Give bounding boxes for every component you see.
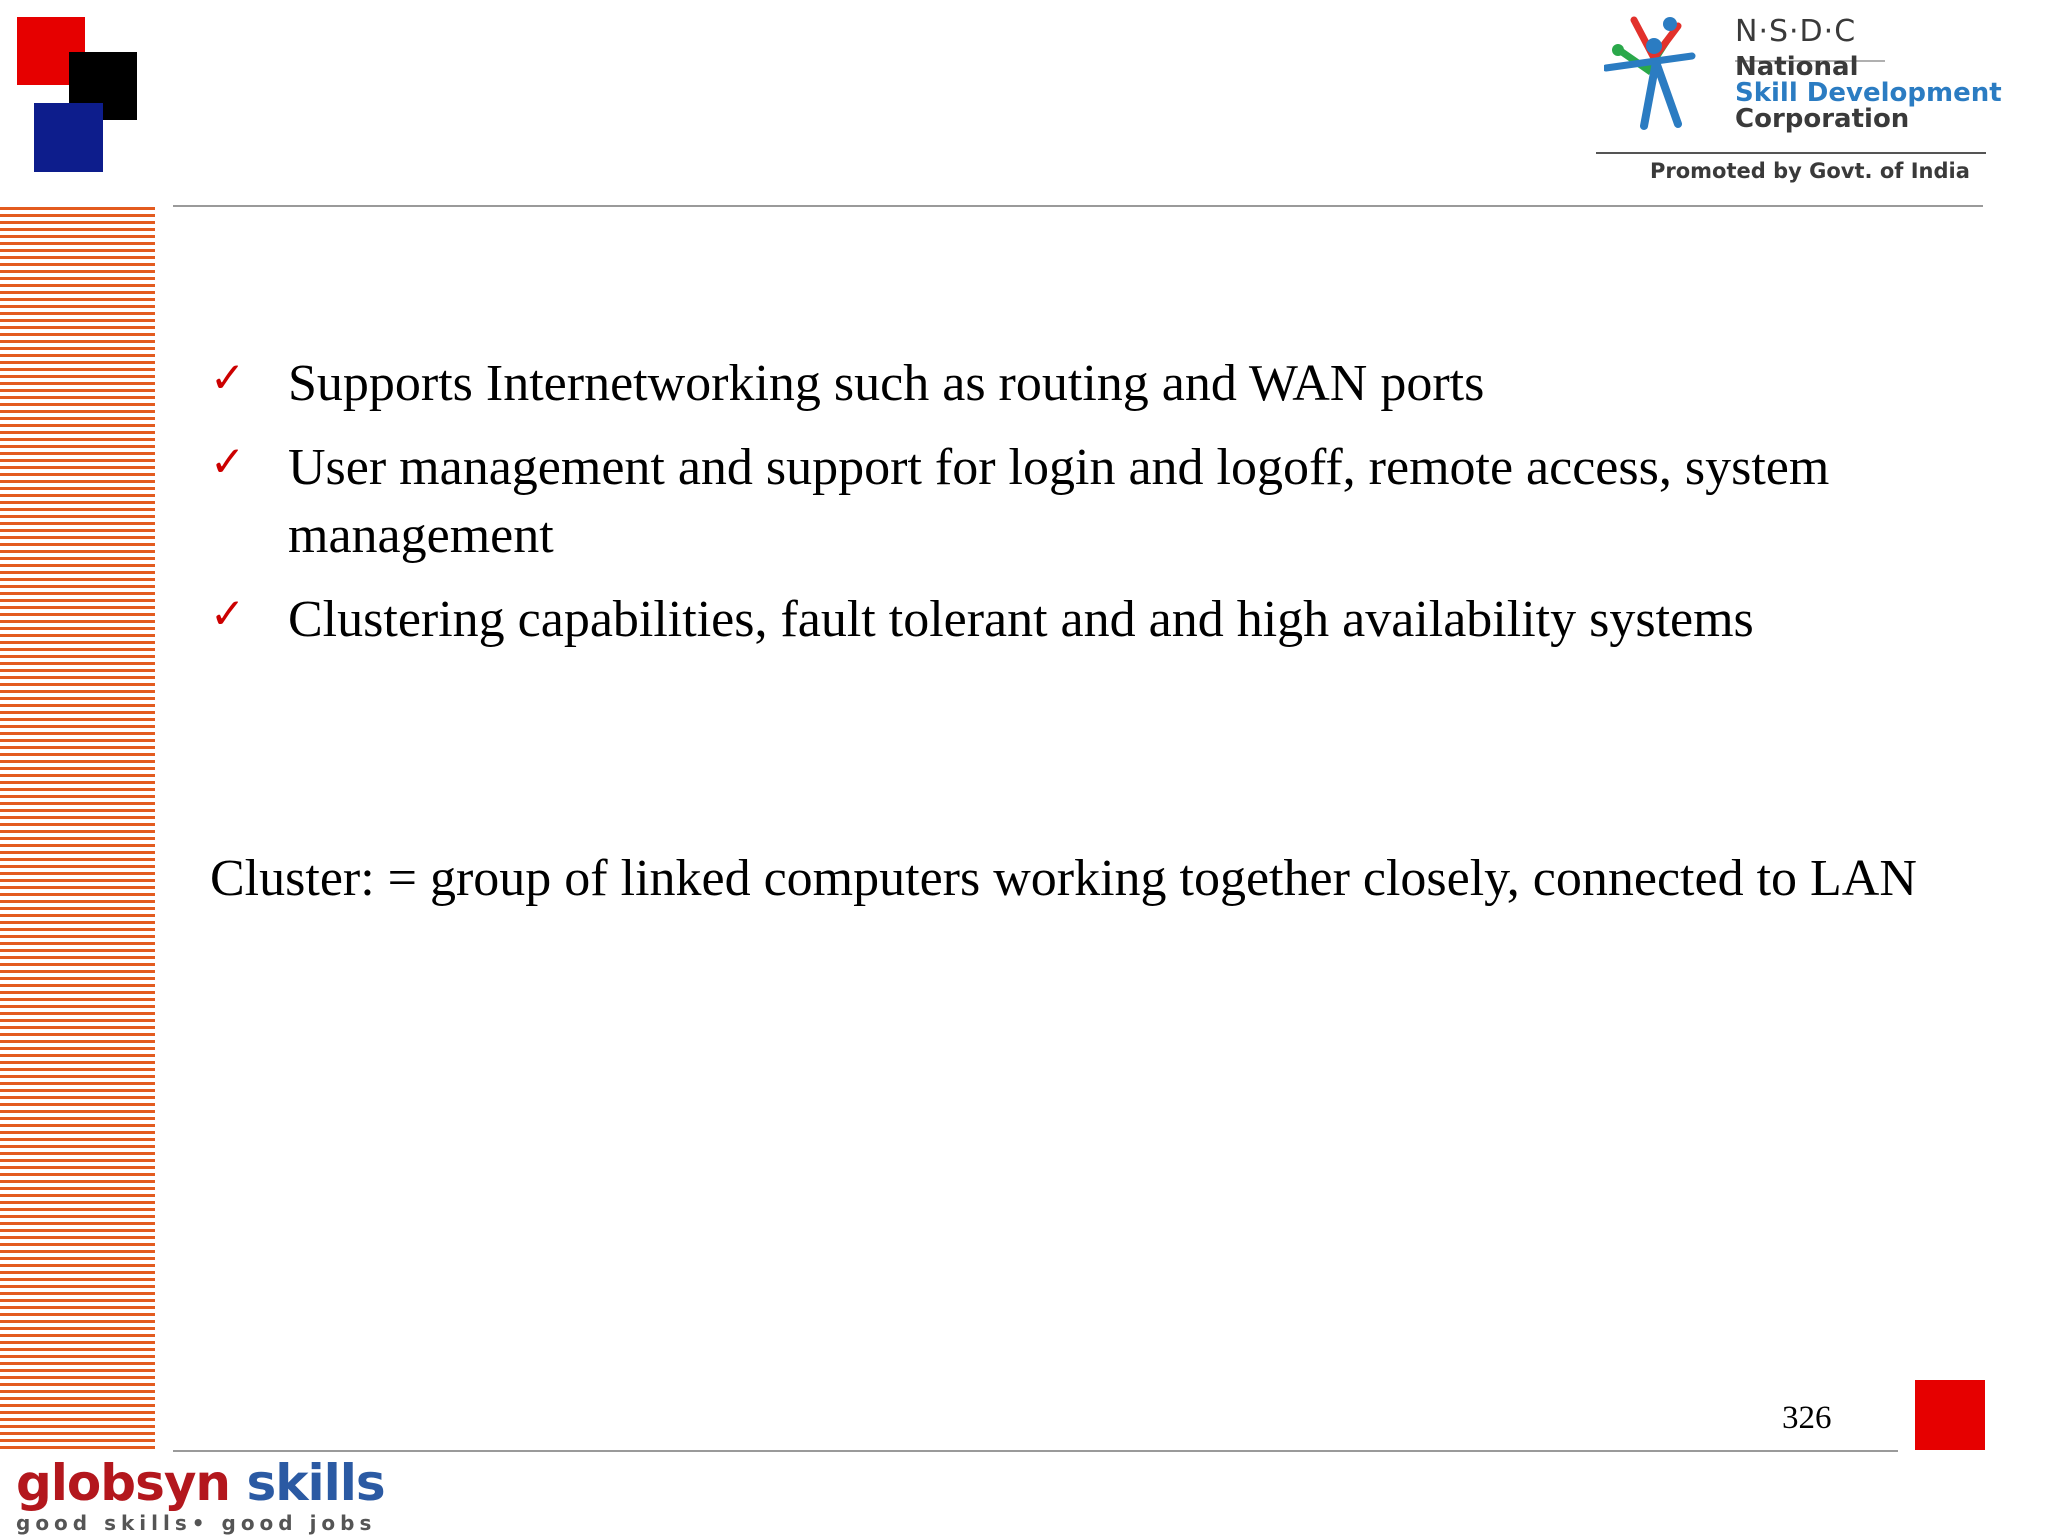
nsdc-logo: [1592, 12, 2002, 190]
globsyn-tagline: good skills• good jobs: [16, 1511, 377, 1535]
checkmark-icon: ✓: [210, 437, 246, 486]
bullet-list: [210, 350, 1970, 654]
bullet-text: User management and support for login and logoff, remote access, system management: [288, 439, 1830, 564]
nsdc-abbreviation: N·S·D·C: [1735, 14, 1857, 49]
nsdc-divider: [1596, 152, 1986, 154]
bullet-text: Clustering capabilities, fault tolerant and and high availability systems: [288, 591, 1754, 648]
decor-square-corner: [1915, 1380, 1985, 1450]
decor-stripe-band: [0, 207, 155, 1452]
nsdc-people-icon: [1604, 12, 1704, 137]
nsdc-tagline: Promoted by Govt. of India: [1650, 159, 1970, 183]
nsdc-line-skill-development: Skill Development: [1735, 78, 2002, 108]
decor-square-blue: [34, 103, 103, 172]
cluster-definition: Cluster: = group of linked computers working together closely, connected to LAN: [210, 850, 1917, 907]
nsdc-line-corporation: Corporation: [1735, 104, 1910, 134]
skills-word: skills: [246, 1454, 385, 1512]
slide-content: [210, 350, 1970, 670]
page-number: 326: [1782, 1400, 1832, 1436]
globsyn-word: globsyn: [16, 1454, 231, 1512]
nsdc-line-national: National: [1735, 52, 1859, 82]
checkmark-icon: ✓: [210, 589, 246, 638]
bullet-item: [210, 586, 1970, 654]
footer-divider: [173, 1450, 1898, 1452]
header-divider: [173, 205, 1983, 207]
bullet-item: [210, 434, 1970, 570]
bullet-item: [210, 350, 1970, 418]
bullet-text: Supports Internetworking such as routing and WAN ports: [288, 355, 1485, 412]
globsyn-brand: [16, 1455, 396, 1511]
checkmark-icon: ✓: [210, 353, 246, 402]
globsyn-logo: [16, 1455, 396, 1535]
